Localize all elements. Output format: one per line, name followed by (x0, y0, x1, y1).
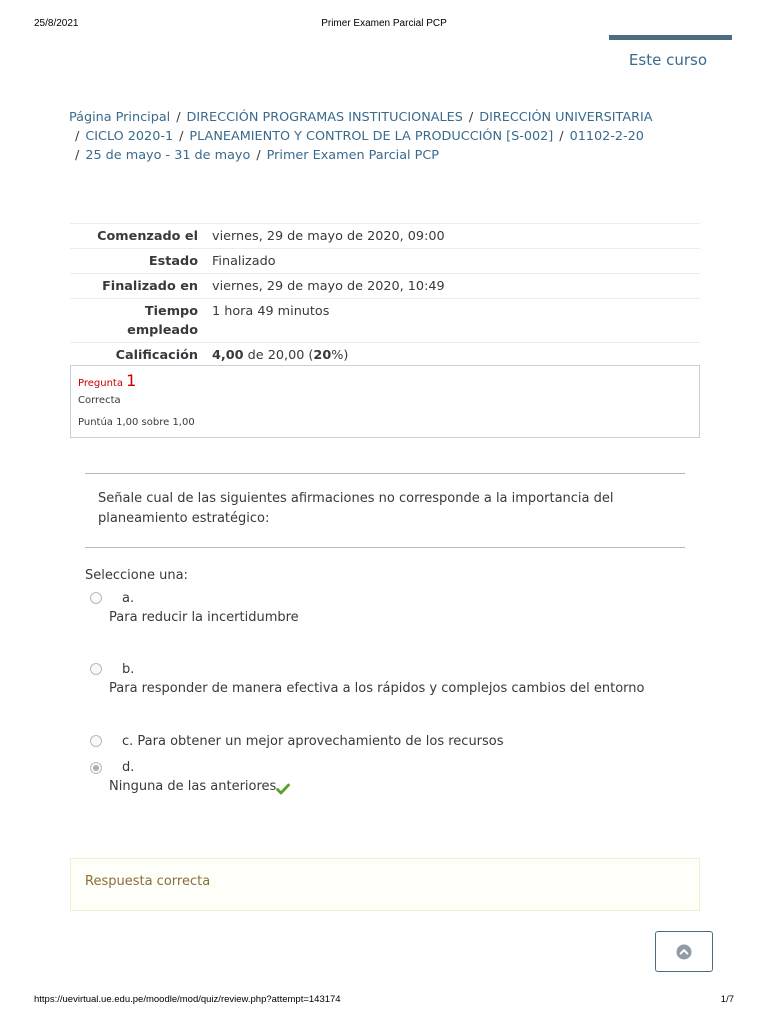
time-value: 1 hora 49 minutos (212, 304, 330, 319)
started-label: Comenzado el (97, 229, 198, 244)
breadcrumb-separator: / (256, 148, 261, 163)
breadcrumb-separator: / (559, 129, 564, 144)
grade-of: de 20,00 ( (247, 348, 314, 363)
este-curso-link[interactable]: Este curso (628, 51, 707, 69)
feedback-box (70, 858, 700, 911)
print-title: Primer Examen Parcial PCP (321, 18, 447, 29)
time-label-line-1: Tiempo (144, 304, 198, 319)
option-c-letter: c. (122, 734, 134, 749)
breadcrumb-week[interactable]: 25 de mayo - 31 de mayo (85, 148, 251, 163)
option-c-radio[interactable] (90, 735, 102, 747)
question-marks: Puntúa 1,00 sobre 1,00 (78, 417, 195, 428)
summary-row-finished (70, 274, 700, 299)
time-label-line-2: empleado (127, 323, 198, 338)
question-info-box (70, 365, 700, 438)
state-label: Estado (148, 254, 198, 269)
course-menu-bar (609, 35, 732, 40)
option-a-radio[interactable] (90, 592, 102, 604)
breadcrumb-separator: / (75, 129, 80, 144)
option-d-radio[interactable] (90, 762, 102, 774)
option-d-letter: d. (122, 760, 135, 775)
print-url: https://uevirtual.ue.edu.pe/moodle/mod/quiz/review.php?attempt=143174 (34, 994, 341, 1005)
summary-row-state (70, 249, 700, 274)
question-number-value: 1 (126, 371, 137, 390)
back-to-top-button[interactable] (655, 931, 713, 972)
finished-label: Finalizado en (102, 279, 198, 294)
question-label: Pregunta (78, 378, 123, 389)
breadcrumb-course[interactable]: PLANEAMIENTO Y CONTROL DE LA PRODUCCIÓN [S-002] (189, 129, 554, 144)
option-a-text: Para reducir la incertidumbre (109, 610, 299, 625)
finished-value: viernes, 29 de mayo de 2020, 10:49 (212, 279, 445, 294)
time-label (70, 299, 206, 342)
attempt-summary-table (70, 223, 700, 367)
breadcrumb-separator: / (176, 110, 181, 125)
breadcrumb-home[interactable]: Página Principal (69, 110, 171, 125)
breadcrumb-direccion-universitaria[interactable]: DIRECCIÓN UNIVERSITARIA (479, 110, 653, 125)
grade-end: %) (331, 348, 349, 363)
summary-row-grade (70, 343, 700, 367)
grade-value (206, 343, 700, 367)
option-c-label (122, 734, 504, 749)
question-state: Correcta (78, 395, 121, 406)
breadcrumb (69, 108, 689, 165)
option-d-text: Ninguna de las anteriores (109, 779, 277, 794)
breadcrumb-quiz[interactable]: Primer Examen Parcial PCP (266, 148, 440, 163)
option-b-text: Para responder de manera efectiva a los rápidos y complejos cambios del entorno (109, 681, 645, 696)
started-value: viernes, 29 de mayo de 2020, 09:00 (212, 229, 445, 244)
breadcrumb-separator: / (75, 148, 80, 163)
print-date: 25/8/2021 (34, 18, 79, 29)
breadcrumb-ciclo[interactable]: CICLO 2020-1 (85, 129, 174, 144)
breadcrumb-direccion-programas[interactable]: DIRECCIÓN PROGRAMAS INSTITUCIONALES (186, 110, 463, 125)
option-b-letter: b. (122, 662, 135, 677)
grade-label: Calificación (115, 348, 198, 363)
answer-prompt: Seleccione una: (85, 568, 188, 583)
breadcrumb-separator: / (179, 129, 184, 144)
breadcrumb-course-code[interactable]: 01102-2-20 (569, 129, 644, 144)
grade-score: 4,00 (212, 348, 244, 363)
summary-row-started (70, 224, 700, 249)
question-text: Señale cual de las siguientes afirmaciones no corresponde a la importancia del planeamiento estratégico: (98, 491, 614, 526)
check-icon (276, 783, 290, 795)
grade-percent: 20 (313, 348, 332, 363)
state-value: Finalizado (212, 254, 276, 269)
option-c-text: Para obtener un mejor aprovechamiento de los recursos (137, 734, 504, 749)
summary-row-time (70, 299, 700, 343)
question-number (78, 371, 136, 390)
option-b-radio[interactable] (90, 663, 102, 675)
print-page-number: 1/7 (720, 994, 734, 1005)
breadcrumb-separator: / (468, 110, 474, 125)
option-a-letter: a. (122, 591, 135, 606)
question-text-box (85, 473, 685, 548)
chevron-up-icon (676, 944, 692, 960)
feedback-text: Respuesta correcta (85, 874, 211, 889)
